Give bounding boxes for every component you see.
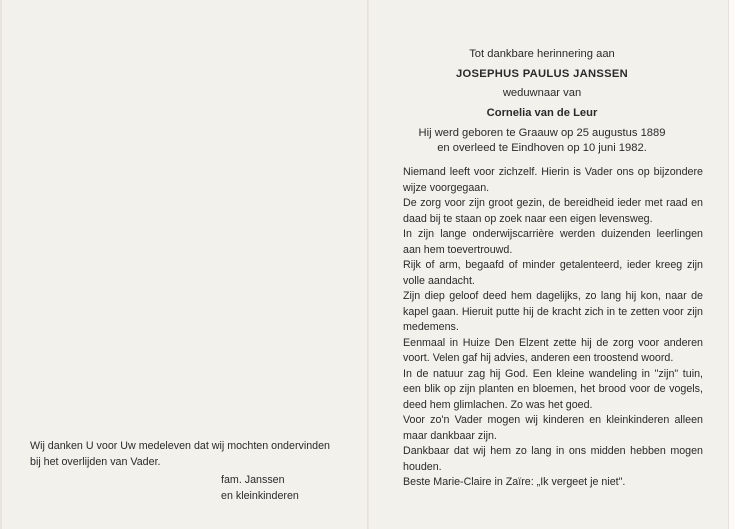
spouse-name: Cornelia van de Leur (486, 107, 598, 119)
signature-family: fam. Janssen (221, 474, 285, 486)
paragraph: Rijk of arm, begaafd of minder getalenteerd, ieder kreeg zijn volle aandacht. (403, 259, 703, 287)
thanks-text: Wij danken U voor Uw medeleven dat wij mochten ondervinden bij het overlijden van Vader. (30, 440, 330, 468)
paragraph: In de natuur zag hij God. Een kleine wandeling in "zijn" tuin, een blik op zijn planten en bloemen, het brood voor de vogels, deed hem glimlachen. Zo was het goed. (403, 367, 703, 411)
birth-line: Hij werd geboren te Graauw op 25 augustus 1889 (418, 127, 666, 139)
paragraph: Zijn diep geloof deed hem dagelijks, zo lang hij kon, naar de kapel gaan. Hieruit putte hij de kracht zich in te zetten voor zijn medemens. (403, 290, 703, 333)
card-fold (367, 0, 369, 529)
card-left-edge (0, 0, 2, 529)
intro-line: Tot dankbare herinnering aan (469, 48, 615, 60)
thanks-block (30, 439, 330, 470)
paragraph: Voor zo'n Vader mogen wij kinderen en kleinkinderen alleen maar dankbaar zijn. (403, 414, 703, 442)
paragraph: De zorg voor zijn groot gezin, de bereidheid ieder met raad en daad bij te staan op zoek naar een eigen levensweg. (403, 197, 703, 225)
signature-block (221, 472, 299, 504)
death-line: en overleed te Eindhoven op 10 juni 1982. (437, 142, 647, 154)
deceased-name: JOSEPHUS PAULUS JANSSEN (455, 68, 629, 80)
card-right-edge (728, 0, 735, 529)
birth-death-block (372, 126, 712, 156)
paragraph: In zijn lange onderwijscarrière werden duizenden leerlingen aan hem toevertrouwd. (403, 228, 703, 256)
relation-line: weduwnaar van (502, 87, 582, 99)
paragraph: Eenmaal in Huize Den Elzent zette hij de zorg voor anderen voort. Velen gaf hij advies, anderen een troostend woord. (403, 336, 703, 364)
signature-grandchildren: en kleinkinderen (221, 490, 299, 502)
paragraph: Beste Marie-Claire in Zaïre: „Ik vergeet je niet". (403, 476, 626, 488)
paragraph: Dankbaar dat wij hem zo lang in ons midden hebben mogen houden. (403, 445, 703, 473)
tribute-text (403, 165, 703, 491)
paragraph: Niemand leeft voor zichzelf. Hierin is Vader ons op bijzondere wijze voorgegaan. (403, 166, 703, 194)
